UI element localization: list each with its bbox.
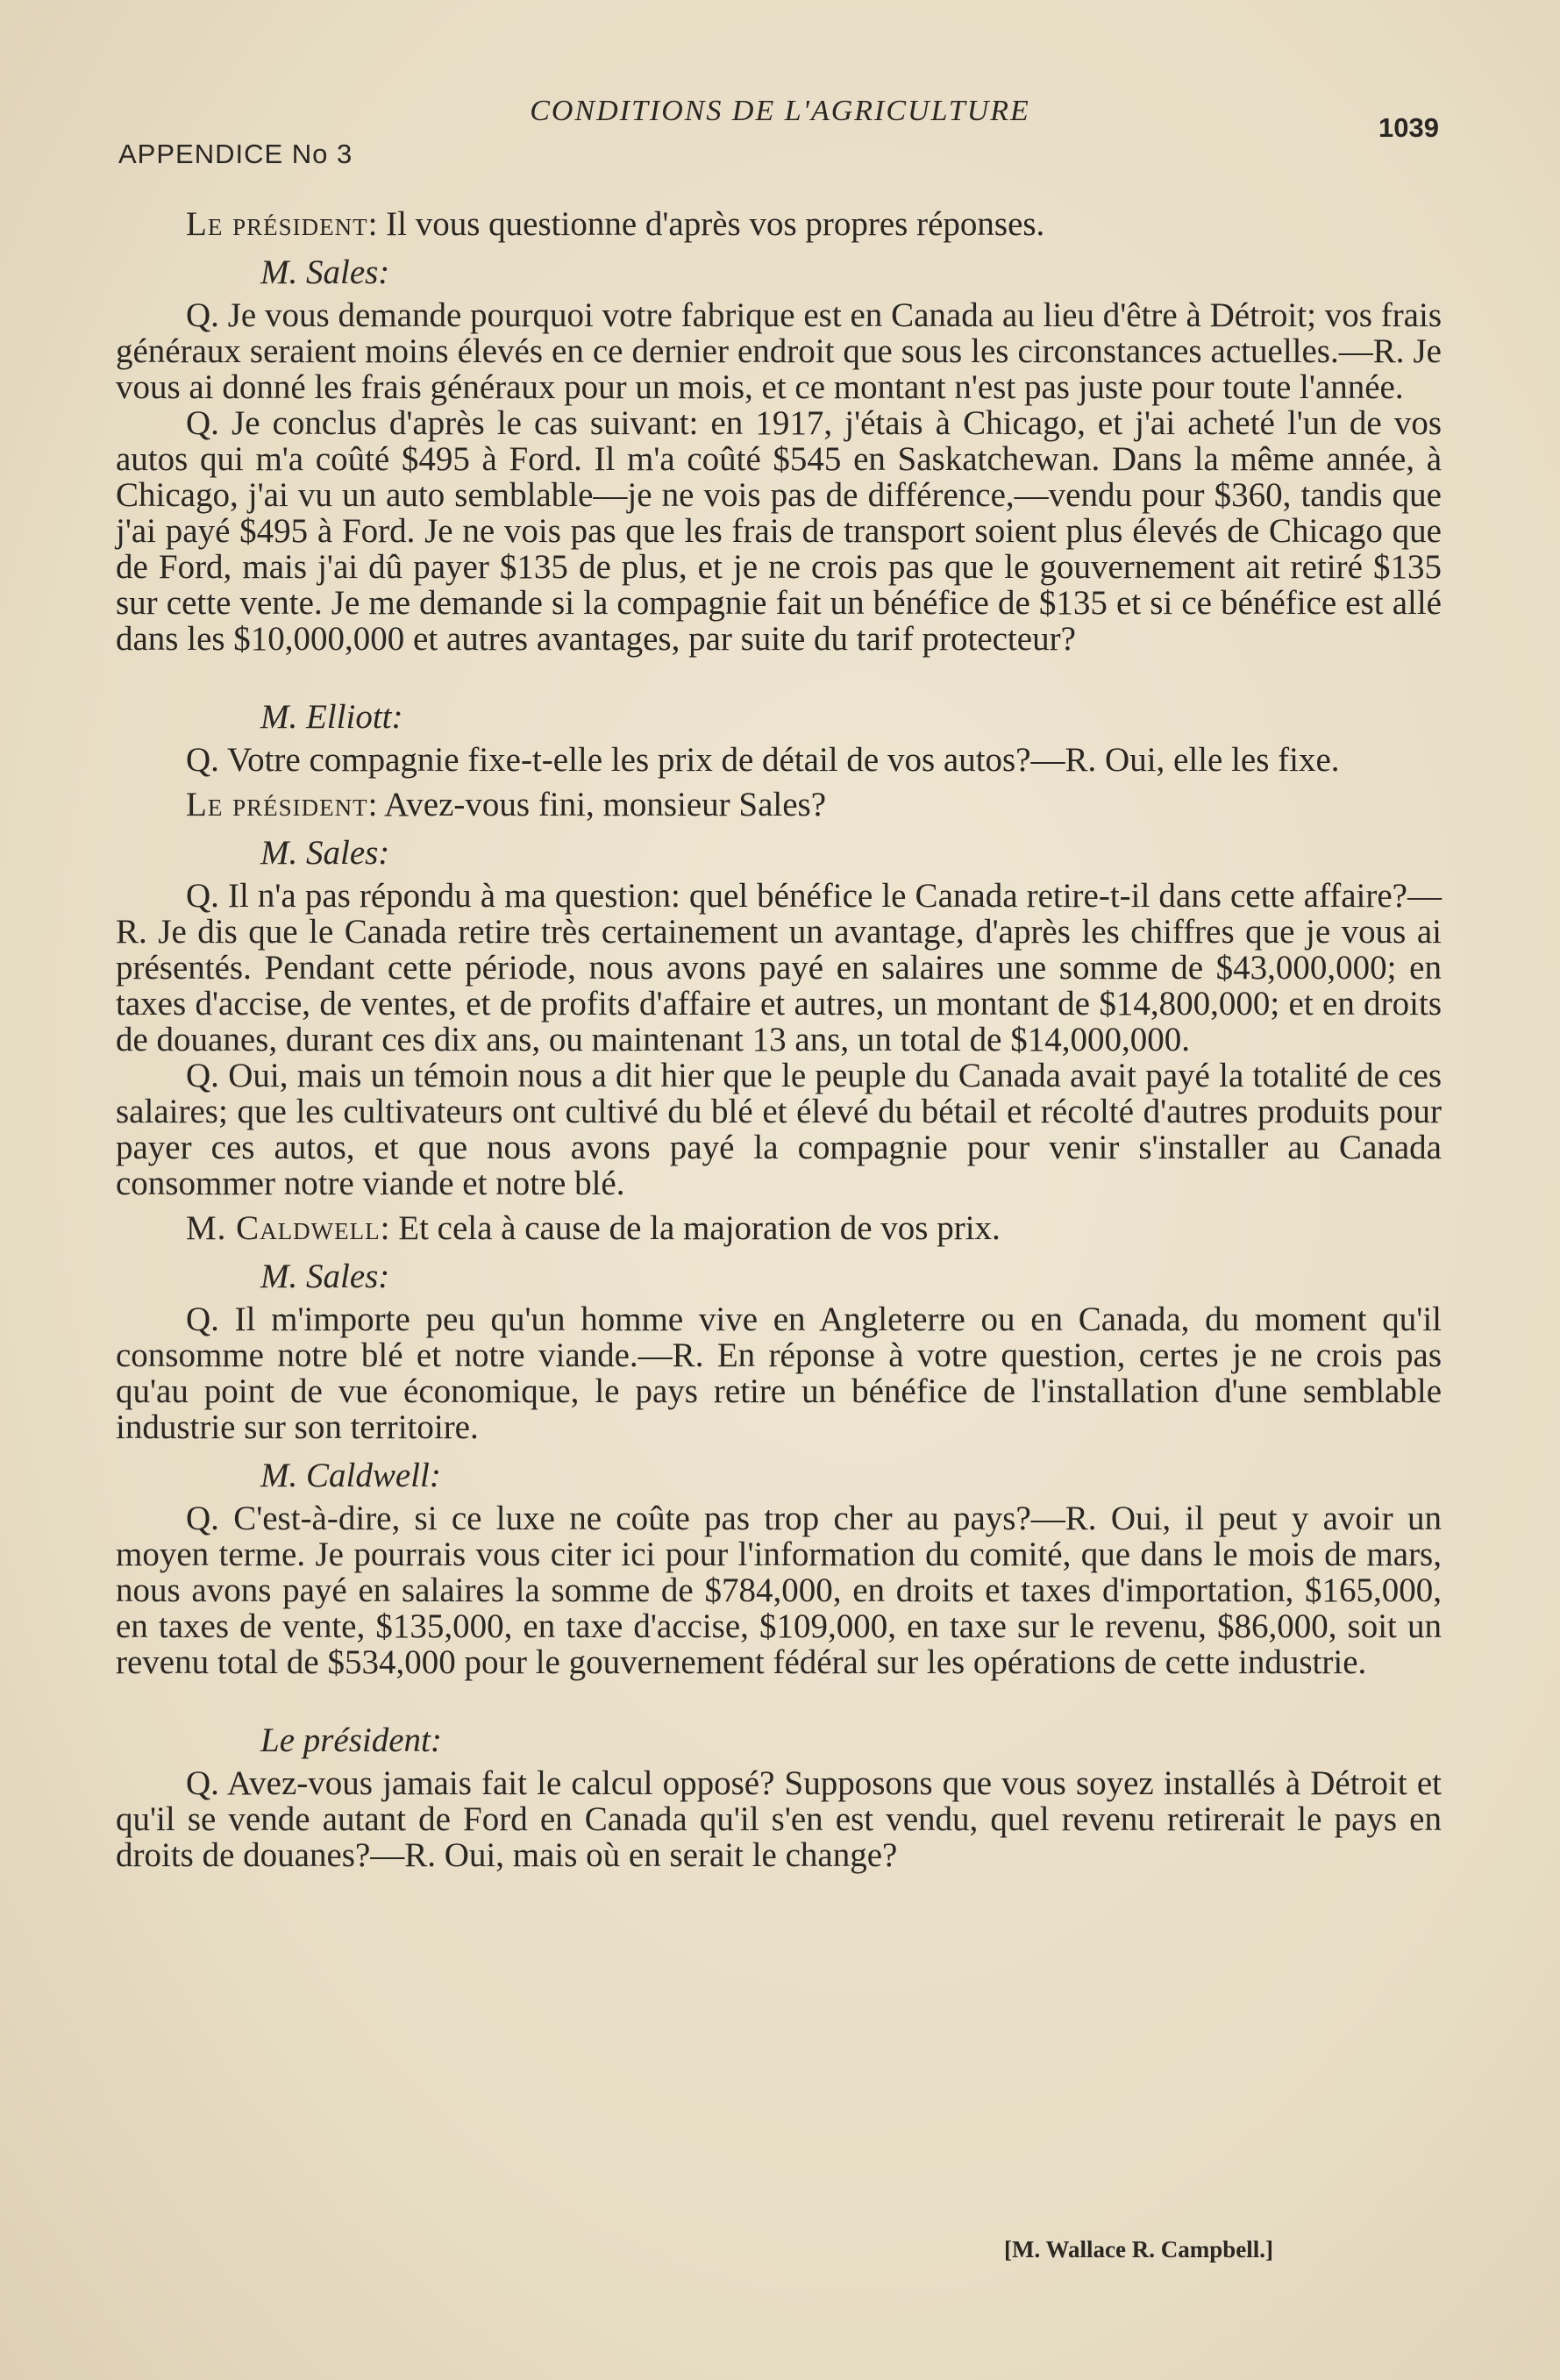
speaker-heading: Le président: [260, 1721, 442, 1759]
speaker-heading: M. Sales: [260, 1258, 390, 1295]
body-text [116, 197, 1442, 1873]
question-answer-paragraph: Q. Je conclus d'après le cas suivant: en 1917, j'étais à Chicago, et j'ai acheté l'un de vos autos qui m'a coûté $495 à Ford. Il m'a coûté $545 en Saskatchewan. Dans la même année, à Chicago, j'ai vu un auto semblable—je ne vois pas de différence,—vendu pour $360, tandis que j'ai payé $495 à Ford. Je ne vois pas que les frais de transport soient plus élevés de Chicago que de Ford, mais j'ai dû payer $135 de plus, et je ne crois pas que le gouvernement ait retiré $135 sur cette vente. Je me demande si la compagnie fait un bénéfice de $135 et si ce bénéfice est allé dans les $10,000,000 et autres avantages, par suite du tarif protecteur? [116, 404, 1442, 658]
page-number: 1039 [1378, 112, 1439, 143]
speaker-heading: M. Sales: [260, 253, 390, 291]
speaker-statement: M. Caldwell: Et cela à cause de la majoration de vos prix. [186, 1209, 1001, 1247]
statement-text: Il vous questionne d'après vos propres réponses. [386, 205, 1045, 243]
appendix-label: APPENDICE No 3 [118, 139, 353, 169]
speaker-heading: M. Caldwell: [260, 1457, 441, 1494]
question-answer-paragraph: Q. Je vous demande pourquoi votre fabrique est en Canada au lieu d'être à Détroit; vos frais généraux seraient moins élevés en ce dernier endroit que sous les circonstances actuelles.—R. Je vous ai donné les frais généraux pour un mois, et ce montant n'est pas juste pour toute l'année. [116, 296, 1442, 406]
question-answer-paragraph: Q. Votre compagnie fixe-t-elle les prix de détail de vos autos?—R. Oui, elle les fixe. [186, 741, 1340, 779]
statement-text: Avez-vous fini, monsieur Sales? [384, 786, 827, 823]
footer-attribution: [M. Wallace R. Campbell.] [1004, 2236, 1273, 2262]
question-answer-paragraph: Q. C'est-à-dire, si ce luxe ne coûte pas trop cher au pays?—R. Oui, il peut y avoir un moyen terme. Je pourrais vous citer ici pour l'information du comité, que dans le mois de mars, nous avons payé en salaires la somme de $784,000, en droits et taxes d'importation, $165,000, en taxes de vente, $135,000, en taxe d'accise, $109,000, en taxe sur le revenu, $86,000, soit un revenu total de $534,000 pour le gouvernement fédéral sur les opérations de cette industrie. [116, 1500, 1442, 1681]
question-answer-paragraph: Q. Il n'a pas répondu à ma question: quel bénéfice le Canada retire-t-il dans cette affaire?—R. Je dis que le Canada retire très certainement un avantage, d'après les chiffres que je vous ai présentés. Pendant cette période, nous avons payé en salaires une somme de $43,000,000; en taxes d'accise, de ventes, et de profits d'affaire et autres, un montant de $14,800,000; et en droits de douanes, durant ces dix ans, ou maintenant 13 ans, un total de $14,000,000. [116, 877, 1442, 1058]
speaker-statement: Le président: Avez-vous fini, monsieur Sales? [186, 786, 827, 823]
speaker-name: M. Caldwell [186, 1209, 381, 1247]
statement-text: Et cela à cause de la majoration de vos prix. [398, 1209, 1001, 1247]
speaker-heading: M. Sales: [260, 834, 390, 872]
question-answer-paragraph: Q. Oui, mais un témoin nous a dit hier que le peuple du Canada avait payé la totalité de ces salaires; que les cultivateurs ont cultivé du blé et élevé du bétail et récolté d'autres produits pour payer ces autos, et que nous avons payé la compagnie pour venir s'installer au Canada consommer notre viande et notre blé. [116, 1057, 1442, 1202]
speaker-heading: M. Elliott: [260, 698, 403, 736]
question-answer-paragraph: Q. Il m'importe peu qu'un homme vive en Angleterre ou en Canada, du moment qu'il consomme notre blé et notre viande.—R. En réponse à votre question, certes je ne crois pas qu'au point de vue économique, le pays retire un bénéfice de l'installation d'une semblable industrie sur son territoire. [116, 1300, 1442, 1446]
speaker-name: Le président [186, 786, 368, 823]
speaker-statement: Le président: Il vous questionne d'après vos propres réponses. [186, 205, 1045, 243]
running-title: CONDITIONS DE L'AGRICULTURE [530, 95, 1030, 127]
question-answer-paragraph: Q. Avez-vous jamais fait le calcul opposé? Supposons que vous soyez installés à Détroit et qu'il se vende autant de Ford en Canada qu'il s'en est vendu, quel revenu retirerait le pays en droits de douanes?—R. Oui, mais où en serait le change? [116, 1764, 1442, 1874]
speaker-name: Le président [186, 205, 368, 243]
